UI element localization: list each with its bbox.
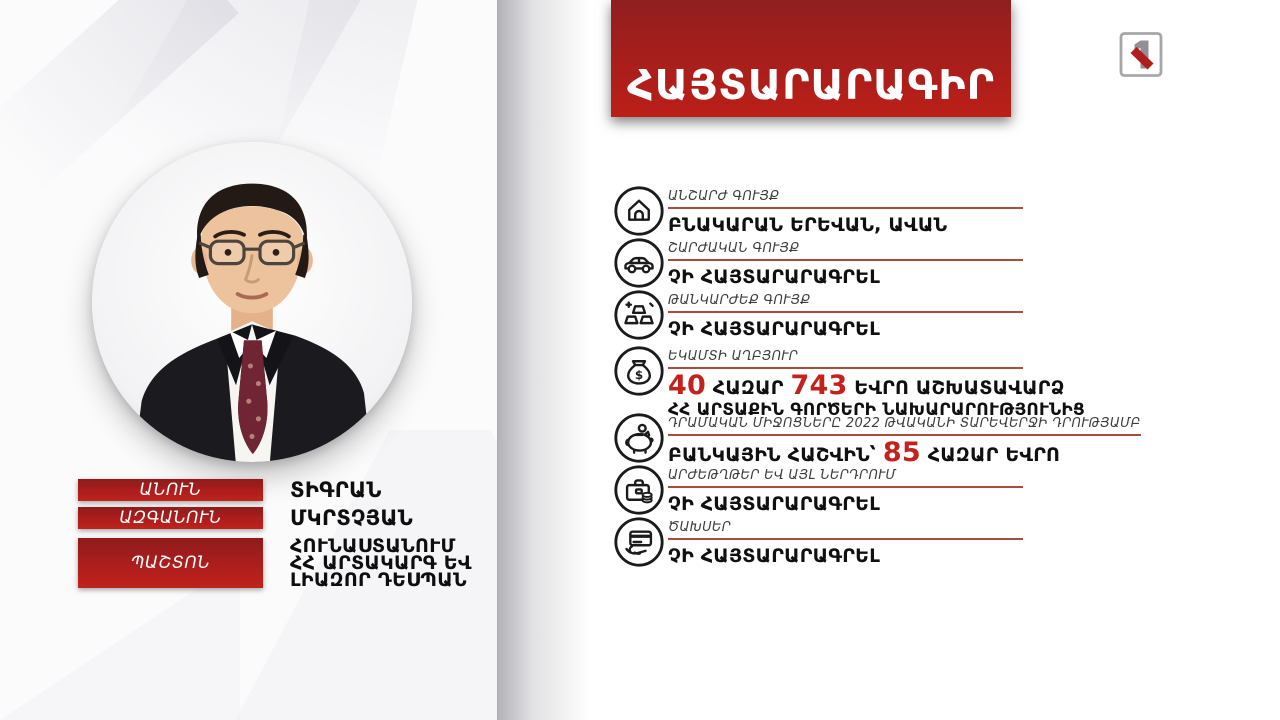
declaration-item-monetary-funds [613,412,1141,468]
house-icon [613,185,665,237]
money-bag-icon [613,345,665,397]
income-amount-units: 743 [790,370,848,401]
field-label-text: ԱՆՈՒՆ [139,480,202,500]
briefcase-icon [613,464,665,516]
portrait-photo [92,142,412,462]
item-value: 40 ՀԱԶԱՐ 743 ԵՎՐՈ ԱՇԽԱՏԱՎԱՐՁ ՀՀ ԱՐՏԱՔԻՆ ԳՈՐԾԵՐԻ ՆԱԽԱՐԱՐՈՒԹՅՈՒՆԻՑ [668,375,1098,420]
left-panel [0,0,497,720]
declaration-item-real-estate [613,185,1098,237]
bank-account-amount: 85 [882,437,921,468]
credit-card-icon [613,516,665,568]
declaration-item-precious-property [613,289,1098,341]
income-source-line: ՀՀ ԱՐՏԱՔԻՆ ԳՈՐԾԵՐԻ ՆԱԽԱՐԱՐՈՒԹՅՈՒՆԻՑ [668,400,1085,421]
item-label: ԱՐԺԵԹՂԹԵՐ ԵՎ ԱՅԼ ՆԵՐԴՐՈՒՄ [668,468,1023,488]
piggy-bank-icon [613,412,665,464]
item-label: ԵԿԱՄՏԻ ԱՂԲՅՈՒՐ [668,349,1023,369]
field-label-text: ԱԶԳԱՆՈՒՆ [119,508,222,528]
portrait-illustration [92,142,412,462]
item-label: ՇԱՐԺԱԿԱՆ ԳՈՒՅՔ [668,241,1023,261]
item-value: ՉԻ ՀԱՅՏԱՐԱՐԱԳՐԵԼ [668,545,880,567]
item-label: ԱՆՇԱՐԺ ԳՈՒՅՔ [668,189,1023,209]
right-panel [497,0,1280,720]
item-value: ՉԻ ՀԱՅՏԱՐԱՐԱԳՐԵԼ [668,493,880,515]
svg-text:$: $ [634,368,644,383]
item-value: ՉԻ ՀԱՅՏԱՐԱՐԱԳՐԵԼ [668,266,880,288]
item-label: ԾԱԽՍԵՐ [668,520,1023,540]
declaration-item-income-source [613,345,1098,420]
field-label-position [78,538,263,588]
field-label-text: ՊԱՇՏՈՆ [130,553,211,573]
item-value: ԲԱՆԿԱՅԻՆ ՀԱՇՎԻՆ՝ 85 ՀԱԶԱՐ ԵՎՐՈ [668,437,1061,468]
field-value-position: ՀՈՒՆԱՍՏԱՆՈՒՄ ՀՀ ԱՐՏԱԿԱՐԳ ԵՎ ԼԻԱԶՈՐ ԴԵՍՊԱՆ [290,534,472,591]
declaration-item-securities [613,464,1098,516]
field-value-first-name: ՏԻԳՐԱՆ [290,478,382,502]
item-value: ՉԻ ՀԱՅՏԱՐԱՐԱԳՐԵԼ [668,318,880,340]
field-label-first-name [78,479,263,501]
declaration-item-expenses [613,516,1098,568]
first-channel-logo-icon [1119,30,1164,79]
field-value-last-name: ՄԿՐՏՉՅԱՆ [290,506,414,530]
item-label: ԹԱՆԿԱՐԺԵՔ ԳՈՒՅՔ [668,293,1023,313]
item-value: ԲՆԱԿԱՐԱՆ ԵՐԵՎԱՆ, ԱՎԱՆ [668,214,948,236]
field-label-last-name [78,507,263,529]
declaration-item-movable-property [613,237,1098,289]
car-icon [613,237,665,289]
page-title: ՀԱՅՏԱՐԱՐԱԳԻՐ [627,61,995,109]
item-label: ԴՐԱՄԱԿԱՆ ՄԻՋՈՑՆԵՐԸ 2022 ԹՎԱԿԱՆԻ ՏԱՐԵՎԵՐՋԻ ԴՐՈՒԹՅԱՄԲ [668,416,1141,436]
title-banner [611,0,1011,117]
income-amount-thousands: 40 [668,370,706,401]
gold-bars-icon [613,289,665,341]
